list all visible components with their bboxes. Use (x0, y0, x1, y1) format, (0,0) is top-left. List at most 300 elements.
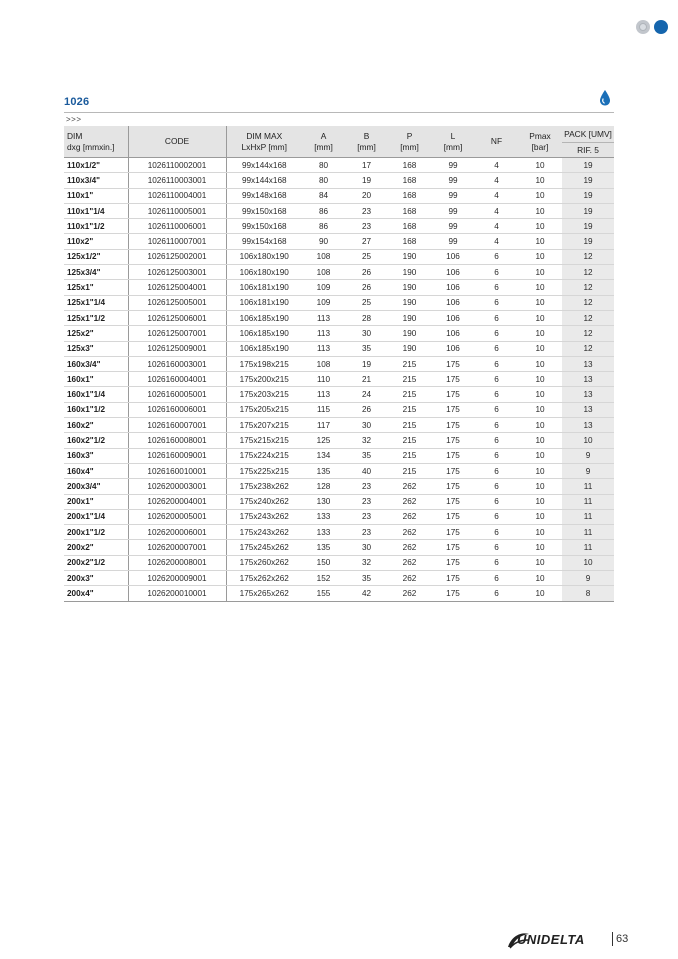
cell-p: 168 (388, 173, 431, 188)
cell-p: 215 (388, 448, 431, 463)
table-row (64, 402, 614, 417)
cell-code: 1026200008001 (128, 555, 226, 570)
table-row (64, 234, 614, 249)
cell-b: 23 (345, 525, 388, 540)
cell-pack: 11 (562, 540, 614, 555)
cell-a: 150 (302, 555, 345, 570)
cell-dimmax: 99x150x168 (226, 203, 302, 218)
table-row (64, 280, 614, 295)
cell-code: 1026110006001 (128, 219, 226, 234)
cell-l: 175 (431, 586, 475, 601)
cell-b: 26 (345, 265, 388, 280)
cell-pack: 10 (562, 555, 614, 570)
col-header-pmax (518, 126, 562, 158)
cell-l: 106 (431, 295, 475, 310)
cell-a: 113 (302, 310, 345, 325)
cell-dim: 110x1" (64, 188, 128, 203)
cell-pmax: 10 (518, 494, 562, 509)
cell-a: 84 (302, 188, 345, 203)
cell-dimmax: 99x144x168 (226, 173, 302, 188)
col-header-a-line2: [mm] (314, 141, 333, 152)
cell-dim: 160x3" (64, 448, 128, 463)
cell-code: 1026200010001 (128, 586, 226, 601)
cell-a: 80 (302, 158, 345, 173)
table-row (64, 173, 614, 188)
table-header-row (64, 126, 614, 143)
cell-b: 30 (345, 418, 388, 433)
cell-nf: 6 (475, 341, 518, 356)
cell-p: 215 (388, 356, 431, 371)
cell-pmax: 10 (518, 280, 562, 295)
cell-dimmax: 106x180x190 (226, 249, 302, 264)
cell-b: 40 (345, 463, 388, 478)
cell-code: 1026200009001 (128, 571, 226, 586)
col-header-dim-line1: DIM (67, 130, 83, 141)
cell-dimmax: 99x154x168 (226, 234, 302, 249)
col-header-pack-rif: RIF. 5 (562, 143, 614, 158)
cell-code: 1026125007001 (128, 326, 226, 341)
cell-pmax: 10 (518, 479, 562, 494)
col-header-a (302, 126, 345, 158)
cell-nf: 6 (475, 295, 518, 310)
cell-pack: 11 (562, 509, 614, 524)
cell-dimmax: 175x205x215 (226, 402, 302, 417)
cell-b: 35 (345, 448, 388, 463)
col-header-dim (64, 126, 128, 158)
cell-pmax: 10 (518, 525, 562, 540)
cell-l: 175 (431, 555, 475, 570)
cell-b: 32 (345, 433, 388, 448)
col-header-dimmax-line1: DIM MAX (246, 130, 283, 141)
cell-l: 175 (431, 402, 475, 417)
cell-l: 106 (431, 341, 475, 356)
cell-dimmax: 175x245x262 (226, 540, 302, 555)
cell-dim: 110x1/2" (64, 158, 128, 173)
table-row (64, 249, 614, 264)
cell-pack: 13 (562, 402, 614, 417)
cell-pack: 19 (562, 158, 614, 173)
cell-pmax: 10 (518, 402, 562, 417)
cell-l: 175 (431, 494, 475, 509)
cell-dim: 200x3" (64, 571, 128, 586)
cell-dimmax: 175x243x262 (226, 509, 302, 524)
col-header-dimmax-line2: LxHxP [mm] (241, 141, 287, 152)
cell-nf: 6 (475, 525, 518, 540)
title-divider (64, 112, 614, 113)
product-table (64, 126, 614, 602)
cell-pmax: 10 (518, 540, 562, 555)
cell-p: 168 (388, 158, 431, 173)
cell-l: 99 (431, 219, 475, 234)
cell-nf: 6 (475, 265, 518, 280)
cell-nf: 6 (475, 540, 518, 555)
cell-dim: 125x1/2" (64, 249, 128, 264)
cell-pack: 9 (562, 448, 614, 463)
cell-nf: 4 (475, 188, 518, 203)
cell-a: 135 (302, 540, 345, 555)
cell-nf: 4 (475, 158, 518, 173)
cell-l: 106 (431, 310, 475, 325)
col-header-p-line1: P (406, 130, 413, 141)
cell-a: 155 (302, 586, 345, 601)
cell-code: 1026110005001 (128, 203, 226, 218)
cell-p: 215 (388, 387, 431, 402)
cell-b: 30 (345, 326, 388, 341)
cell-l: 106 (431, 265, 475, 280)
cell-nf: 4 (475, 173, 518, 188)
cell-pack: 19 (562, 219, 614, 234)
cell-dim: 160x3/4" (64, 356, 128, 371)
cell-pack: 11 (562, 525, 614, 540)
cell-dim: 160x1" (64, 372, 128, 387)
cell-dimmax: 99x150x168 (226, 219, 302, 234)
cell-nf: 6 (475, 555, 518, 570)
table-row (64, 188, 614, 203)
cell-b: 21 (345, 372, 388, 387)
cell-dim: 160x1"1/4 (64, 387, 128, 402)
cell-l: 175 (431, 356, 475, 371)
cell-dim: 110x1"1/4 (64, 203, 128, 218)
cell-p: 262 (388, 586, 431, 601)
cell-code: 1026125006001 (128, 310, 226, 325)
col-header-b-line2: [mm] (357, 141, 376, 152)
cell-b: 28 (345, 310, 388, 325)
page-number-separator (612, 932, 613, 946)
cell-dimmax: 99x144x168 (226, 158, 302, 173)
cell-b: 32 (345, 555, 388, 570)
cell-dim: 125x3/4" (64, 265, 128, 280)
cell-b: 17 (345, 158, 388, 173)
page-corner-dots (636, 20, 670, 34)
col-header-b (345, 126, 388, 158)
cell-a: 130 (302, 494, 345, 509)
cell-pmax: 10 (518, 555, 562, 570)
cell-dimmax: 106x181x190 (226, 295, 302, 310)
cell-l: 175 (431, 540, 475, 555)
table-row (64, 418, 614, 433)
table-body (64, 158, 614, 602)
cell-code: 1026125005001 (128, 295, 226, 310)
cell-p: 190 (388, 295, 431, 310)
cell-pack: 9 (562, 463, 614, 478)
col-header-code: CODE (128, 126, 226, 158)
blue-dot-icon (654, 20, 668, 34)
cell-code: 1026200007001 (128, 540, 226, 555)
table-row (64, 326, 614, 341)
cell-a: 109 (302, 295, 345, 310)
cell-p: 190 (388, 341, 431, 356)
cell-nf: 6 (475, 356, 518, 371)
cell-l: 175 (431, 463, 475, 478)
table-row (64, 463, 614, 478)
cell-p: 190 (388, 249, 431, 264)
cell-dim: 125x1" (64, 280, 128, 295)
col-header-b-line1: B (363, 130, 370, 141)
table-row (64, 448, 614, 463)
cell-code: 1026110002001 (128, 158, 226, 173)
cell-b: 30 (345, 540, 388, 555)
cell-dim: 160x4" (64, 463, 128, 478)
col-header-p-line2: [mm] (400, 141, 419, 152)
cell-l: 175 (431, 571, 475, 586)
cell-dim: 160x2"1/2 (64, 433, 128, 448)
cell-nf: 6 (475, 402, 518, 417)
cell-dimmax: 175x243x262 (226, 525, 302, 540)
cell-pack: 12 (562, 280, 614, 295)
table-row (64, 387, 614, 402)
cell-p: 168 (388, 234, 431, 249)
cell-pack: 13 (562, 356, 614, 371)
col-header-pmax-line2: [bar] (531, 141, 549, 152)
cell-l: 99 (431, 158, 475, 173)
cell-dim: 160x1"1/2 (64, 402, 128, 417)
cell-l: 175 (431, 525, 475, 540)
table-row (64, 479, 614, 494)
cell-code: 1026160010001 (128, 463, 226, 478)
cell-dim: 125x3" (64, 341, 128, 356)
cell-pack: 10 (562, 433, 614, 448)
cell-l: 175 (431, 509, 475, 524)
cell-pmax: 10 (518, 203, 562, 218)
cell-dim: 200x1"1/4 (64, 509, 128, 524)
cell-dim: 110x1"1/2 (64, 219, 128, 234)
cell-code: 1026160008001 (128, 433, 226, 448)
cell-dim: 125x2" (64, 326, 128, 341)
cell-dim: 110x3/4" (64, 173, 128, 188)
cell-pack: 19 (562, 203, 614, 218)
cell-l: 175 (431, 418, 475, 433)
cell-l: 175 (431, 433, 475, 448)
cell-nf: 6 (475, 372, 518, 387)
cell-p: 190 (388, 326, 431, 341)
cell-p: 262 (388, 571, 431, 586)
cell-nf: 4 (475, 219, 518, 234)
cell-l: 175 (431, 479, 475, 494)
cell-pmax: 10 (518, 387, 562, 402)
cell-b: 23 (345, 494, 388, 509)
cell-dim: 200x2"1/2 (64, 555, 128, 570)
cell-b: 25 (345, 295, 388, 310)
cell-dim: 125x1"1/4 (64, 295, 128, 310)
table-row (64, 494, 614, 509)
cell-pack: 12 (562, 249, 614, 264)
cell-pack: 19 (562, 173, 614, 188)
cell-pack: 12 (562, 326, 614, 341)
cell-a: 115 (302, 402, 345, 417)
cell-dimmax: 175x200x215 (226, 372, 302, 387)
cell-nf: 6 (475, 326, 518, 341)
table-row (64, 586, 614, 601)
cell-b: 26 (345, 280, 388, 295)
cell-pmax: 10 (518, 188, 562, 203)
cell-a: 110 (302, 372, 345, 387)
cell-nf: 6 (475, 249, 518, 264)
cell-p: 190 (388, 265, 431, 280)
cell-a: 133 (302, 525, 345, 540)
cell-p: 190 (388, 310, 431, 325)
cell-pack: 12 (562, 295, 614, 310)
cell-a: 128 (302, 479, 345, 494)
cell-l: 99 (431, 234, 475, 249)
cell-a: 133 (302, 509, 345, 524)
cell-dimmax: 175x215x215 (226, 433, 302, 448)
cell-nf: 6 (475, 280, 518, 295)
cell-pack: 19 (562, 188, 614, 203)
cell-pack: 13 (562, 387, 614, 402)
cell-pack: 13 (562, 372, 614, 387)
cell-a: 117 (302, 418, 345, 433)
cell-pack: 12 (562, 265, 614, 280)
cell-l: 106 (431, 249, 475, 264)
continuation-arrows: >>> (66, 115, 82, 124)
col-header-dim-line2: dxg [mmxin.] (67, 141, 115, 152)
col-header-dimmax (226, 126, 302, 158)
section-title: 1026 (64, 96, 90, 108)
cell-b: 35 (345, 341, 388, 356)
cell-pmax: 10 (518, 418, 562, 433)
cell-pack: 8 (562, 586, 614, 601)
cell-nf: 6 (475, 387, 518, 402)
cell-p: 262 (388, 509, 431, 524)
cell-nf: 6 (475, 310, 518, 325)
cell-a: 125 (302, 433, 345, 448)
cell-a: 135 (302, 463, 345, 478)
table-row (64, 341, 614, 356)
cell-dimmax: 175x225x215 (226, 463, 302, 478)
cell-pmax: 10 (518, 173, 562, 188)
cell-pmax: 10 (518, 295, 562, 310)
cell-code: 1026160009001 (128, 448, 226, 463)
cell-b: 20 (345, 188, 388, 203)
col-header-l (431, 126, 475, 158)
cell-nf: 6 (475, 494, 518, 509)
cell-p: 190 (388, 280, 431, 295)
cell-code: 1026200003001 (128, 479, 226, 494)
cell-dimmax: 175x260x262 (226, 555, 302, 570)
cell-code: 1026160004001 (128, 372, 226, 387)
cell-dim: 200x1" (64, 494, 128, 509)
cell-pmax: 10 (518, 310, 562, 325)
cell-p: 215 (388, 463, 431, 478)
cell-dimmax: 106x180x190 (226, 265, 302, 280)
grey-dot-icon (636, 20, 650, 34)
table-row (64, 571, 614, 586)
cell-l: 106 (431, 326, 475, 341)
cell-a: 80 (302, 173, 345, 188)
cell-pmax: 10 (518, 571, 562, 586)
cell-dimmax: 99x148x168 (226, 188, 302, 203)
col-header-pmax-line1: Pmax (529, 130, 551, 141)
col-header-nf: NF (475, 126, 518, 158)
cell-dimmax: 175x198x215 (226, 356, 302, 371)
cell-code: 1026110007001 (128, 234, 226, 249)
cell-b: 23 (345, 203, 388, 218)
table-row (64, 509, 614, 524)
cell-p: 215 (388, 372, 431, 387)
cell-dim: 200x1"1/2 (64, 525, 128, 540)
cell-pmax: 10 (518, 234, 562, 249)
cell-pack: 11 (562, 494, 614, 509)
cell-nf: 6 (475, 418, 518, 433)
cell-pack: 12 (562, 341, 614, 356)
cell-pmax: 10 (518, 372, 562, 387)
cell-p: 262 (388, 479, 431, 494)
cell-l: 106 (431, 280, 475, 295)
table-row (64, 310, 614, 325)
cell-p: 262 (388, 555, 431, 570)
cell-b: 23 (345, 509, 388, 524)
cell-p: 215 (388, 402, 431, 417)
cell-dimmax: 106x181x190 (226, 280, 302, 295)
cell-code: 1026110003001 (128, 173, 226, 188)
cell-nf: 6 (475, 448, 518, 463)
cell-p: 168 (388, 219, 431, 234)
cell-code: 1026160005001 (128, 387, 226, 402)
col-header-l-line2: [mm] (443, 141, 463, 152)
table-row (64, 372, 614, 387)
cell-b: 27 (345, 234, 388, 249)
cell-dim: 110x2" (64, 234, 128, 249)
cell-code: 1026125009001 (128, 341, 226, 356)
cell-dimmax: 175x265x262 (226, 586, 302, 601)
cell-dim: 200x2" (64, 540, 128, 555)
cell-b: 25 (345, 249, 388, 264)
cell-nf: 6 (475, 571, 518, 586)
cell-code: 1026200006001 (128, 525, 226, 540)
cell-pmax: 10 (518, 341, 562, 356)
cell-code: 1026160006001 (128, 402, 226, 417)
cell-b: 19 (345, 173, 388, 188)
cell-pmax: 10 (518, 265, 562, 280)
cell-p: 168 (388, 188, 431, 203)
cell-b: 42 (345, 586, 388, 601)
cell-l: 175 (431, 387, 475, 402)
col-header-l-line1: L (450, 130, 456, 141)
cell-dimmax: 175x224x215 (226, 448, 302, 463)
table-row (64, 433, 614, 448)
cell-pmax: 10 (518, 219, 562, 234)
cell-a: 86 (302, 219, 345, 234)
cell-dimmax: 106x185x190 (226, 310, 302, 325)
cell-pack: 19 (562, 234, 614, 249)
cell-dim: 200x4" (64, 586, 128, 601)
table-row (64, 540, 614, 555)
cell-pmax: 10 (518, 158, 562, 173)
cell-pack: 12 (562, 310, 614, 325)
table-row (64, 356, 614, 371)
cell-dimmax: 106x185x190 (226, 326, 302, 341)
cell-pmax: 10 (518, 448, 562, 463)
cell-code: 1026200005001 (128, 509, 226, 524)
cell-pack: 13 (562, 418, 614, 433)
cell-p: 215 (388, 433, 431, 448)
cell-pmax: 10 (518, 326, 562, 341)
cell-l: 99 (431, 203, 475, 218)
cell-b: 24 (345, 387, 388, 402)
cell-code: 1026160007001 (128, 418, 226, 433)
cell-dimmax: 175x240x262 (226, 494, 302, 509)
cell-nf: 6 (475, 433, 518, 448)
cell-a: 108 (302, 249, 345, 264)
table-row (64, 219, 614, 234)
cell-l: 175 (431, 372, 475, 387)
col-header-p (388, 126, 431, 158)
table-row (64, 555, 614, 570)
cell-code: 1026200004001 (128, 494, 226, 509)
cell-a: 108 (302, 356, 345, 371)
cell-p: 262 (388, 540, 431, 555)
col-header-a-line1: A (320, 130, 327, 141)
